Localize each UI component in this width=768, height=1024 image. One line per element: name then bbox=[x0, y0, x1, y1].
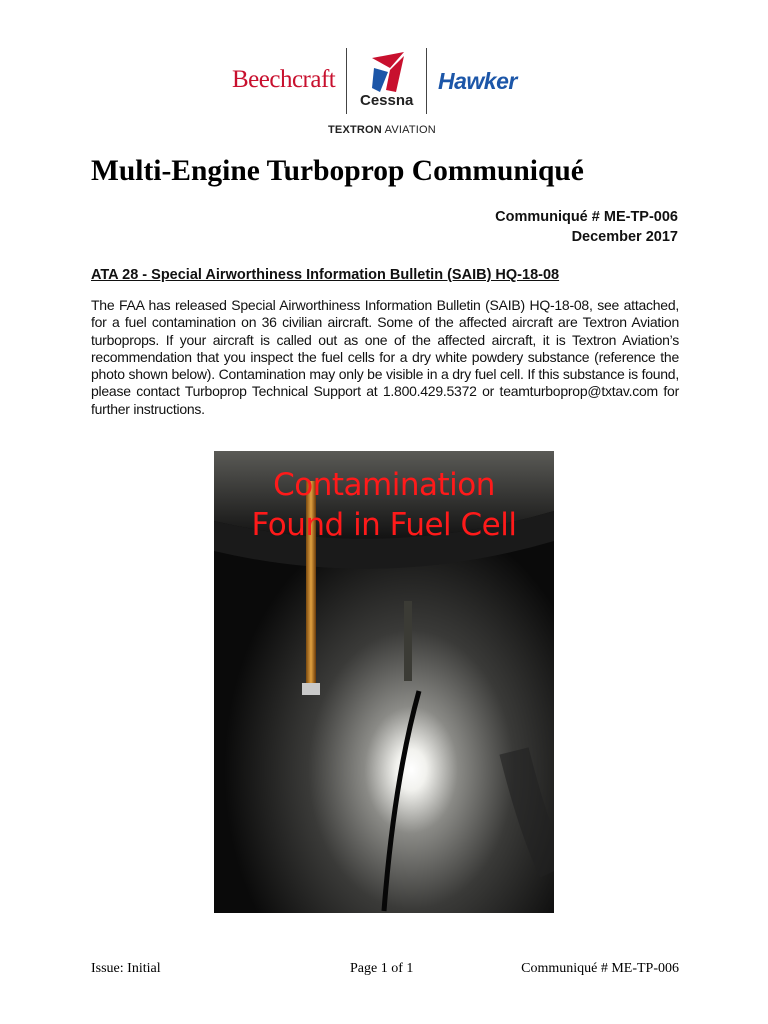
aviation-text: AVIATION bbox=[384, 124, 436, 136]
document-reference bbox=[495, 207, 678, 247]
photo-caption bbox=[214, 465, 554, 545]
logo-divider bbox=[346, 48, 347, 114]
textron-bold: TEXTRON bbox=[328, 124, 382, 136]
brand-logo-bar bbox=[230, 44, 540, 140]
beechcraft-logo: Beechcraft bbox=[232, 66, 336, 93]
cessna-logo-icon bbox=[370, 52, 406, 92]
communique-number: Communiqué # ME-TP-006 bbox=[495, 209, 678, 225]
textron-aviation-logo bbox=[328, 124, 436, 136]
cessna-logo-text: Cessna bbox=[360, 92, 414, 109]
body-paragraph: The FAA has released Special Airworthiness Information Bulletin (SAIB) HQ-18-08, see attached, for a fuel contamination on 36 civilian aircraft. Some of the affected aircraft are Textron Aviation turboprops. If your aircraft is called out as one of the affected aircraft, it is Textron Aviation’s recommendation that you inspect the fuel cells for a dry white powdery substance (reference the photo shown below). Contamination may only be visible in a dry fuel cell. If this substance is found, please contact Turboprop Technical Support at 1.800.429.5372 or teamturboprop@txtav.com for further instructions. bbox=[91, 297, 679, 417]
document-date: December 2017 bbox=[571, 229, 678, 245]
page-title: Multi-Engine Turboprop Communiqué bbox=[91, 155, 584, 187]
footer-issue: Issue: Initial bbox=[91, 961, 161, 976]
footer-communique: Communiqué # ME-TP-006 bbox=[521, 961, 679, 976]
caption-line-2: Found in Fuel Cell bbox=[251, 507, 517, 543]
section-heading: ATA 28 - Special Airworthiness Information Bulletin (SAIB) HQ-18-08 bbox=[91, 267, 560, 283]
fuel-cell-photo bbox=[214, 451, 554, 913]
logo-divider bbox=[426, 48, 427, 114]
footer-page-number: Page 1 of 1 bbox=[350, 961, 414, 976]
hawker-logo: Hawker bbox=[438, 68, 517, 94]
caption-line-1: Contamination bbox=[273, 467, 495, 503]
